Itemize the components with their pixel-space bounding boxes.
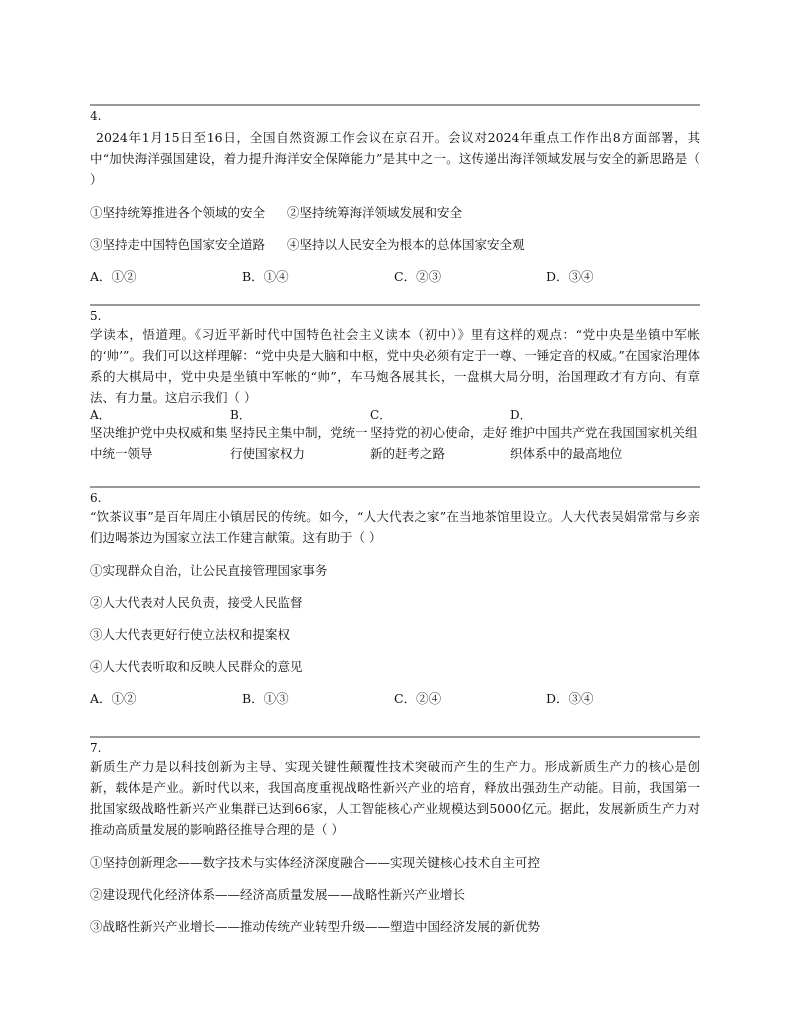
choice-a[interactable] xyxy=(90,408,230,464)
statement-1: ①坚持创新理念——数字技术与实体经济深度融合——实现关键核心技术自主可控 xyxy=(90,855,541,870)
choice-d[interactable] xyxy=(510,408,700,464)
choice-b[interactable]: B．①③ xyxy=(242,691,289,706)
question-stem: 新质生产力是以科技创新为主导、实现关键性颠覆性技术突破而产生的生产力。形成新质生产力的核心是创新，载体是产业。新时代以来，我国高度重视战略性新兴产业的培育，释放出强劲生产动能。目前，我国第一批国家级战略性新兴产业集群已达到66家，人工智能核心产业规模达到5000亿元。据此，发展新质生产力对推动高质量发展的影响路径推导合理的是（ ） xyxy=(90,759,700,837)
question-number: 6. xyxy=(90,491,102,505)
question-number: 5. xyxy=(90,309,102,323)
choice-text: 坚决维护党中央权威和集中统一领导 xyxy=(90,425,228,461)
choice-letter: C． xyxy=(370,408,392,422)
question-5 xyxy=(90,304,700,464)
answer-choices xyxy=(90,268,700,286)
answer-choices xyxy=(90,408,700,464)
question-stem: 2024年1月15日至16日，全国自然资源工作会议在京召开。会议对2024年重点工作作出8方面部署，其中“加快海洋强国建设，着力提升海洋安全保障能力”是其中之一。这传递出海洋领域发展与安全的新思路是（ ） xyxy=(90,130,700,187)
choice-b[interactable]: B．①④ xyxy=(242,269,289,284)
statement-2: ②建设现代化经济体系——经济高质量发展——战略性新兴产业增长 xyxy=(90,887,466,902)
choice-c[interactable]: C．②③ xyxy=(394,269,442,284)
choice-c[interactable] xyxy=(370,408,510,464)
question-number: 4. xyxy=(90,109,102,123)
statement-2: ②坚持统筹海洋领域发展和安全 xyxy=(286,205,462,220)
question-6 xyxy=(90,486,700,708)
statement-3: ③人大代表更好行使立法权和提案权 xyxy=(90,627,291,642)
choice-a[interactable]: A．①② xyxy=(90,269,137,284)
choice-text: 维护中国共产党在我国国家机关组织体系中的最高地位 xyxy=(510,425,698,461)
statement-row xyxy=(90,236,700,254)
question-7 xyxy=(90,736,700,936)
separator-rule xyxy=(90,304,700,306)
choice-letter: B． xyxy=(230,408,251,422)
question-number: 7. xyxy=(90,741,102,755)
question-4 xyxy=(90,104,700,286)
statement-1: ①实现群众自治，让公民直接管理国家事务 xyxy=(90,563,328,578)
statement-4: ④人大代表听取和反映人民群众的意见 xyxy=(90,659,303,674)
separator-rule xyxy=(90,736,700,738)
separator-rule xyxy=(90,486,700,488)
choice-d[interactable]: D．③④ xyxy=(546,269,594,284)
choice-c[interactable]: C．②④ xyxy=(394,691,442,706)
statement-2: ②人大代表对人民负责，接受人民监督 xyxy=(90,595,303,610)
choice-b[interactable] xyxy=(230,408,370,464)
question-stem: “饮茶议事”是百年周庄小镇居民的传统。如今，“人大代表之家”在当地茶馆里设立。人大代表吴娟常常与乡亲们边喝茶边为国家立法工作建言献策。这有助于（ ） xyxy=(90,509,700,545)
answer-choices xyxy=(90,690,700,708)
question-stem: 学读本，悟道理。《习近平新时代中国特色社会主义读本（初中）》里有这样的观点：“党中央是坐镇中军帐的‘帅’”。我们可以这样理解：“党中央是大脑和中枢，党中央必须有定于一尊、一锤定音的权威。”在国家治理体系的大棋局中，党中央是坐镇中军帐的“帅”，车马炮各展其长，一盘棋大局分明，治国理政才有方向、有章法、有力量。这启示我们（ ） xyxy=(90,327,700,405)
choice-a[interactable]: A．①② xyxy=(90,691,137,706)
choice-d[interactable]: D．③④ xyxy=(546,691,594,706)
choice-letter: A． xyxy=(90,408,111,422)
statement-row xyxy=(90,204,700,222)
statement-4: ④坚持以人民安全为根本的总体国家安全观 xyxy=(286,237,525,252)
separator-rule xyxy=(90,104,700,106)
choice-letter: D． xyxy=(510,408,532,422)
statement-3: ③战略性新兴产业增长——推动传统产业转型升级——塑造中国经济发展的新优势 xyxy=(90,919,541,934)
statement-3: ③坚持走中国特色国家安全道路 xyxy=(90,237,266,252)
choice-text: 坚持民主集中制，党统一行使国家权力 xyxy=(230,425,368,461)
statement-1: ①坚持统筹推进各个领域的安全 xyxy=(90,205,266,220)
choice-text: 坚持党的初心使命，走好新的赶考之路 xyxy=(370,425,508,461)
